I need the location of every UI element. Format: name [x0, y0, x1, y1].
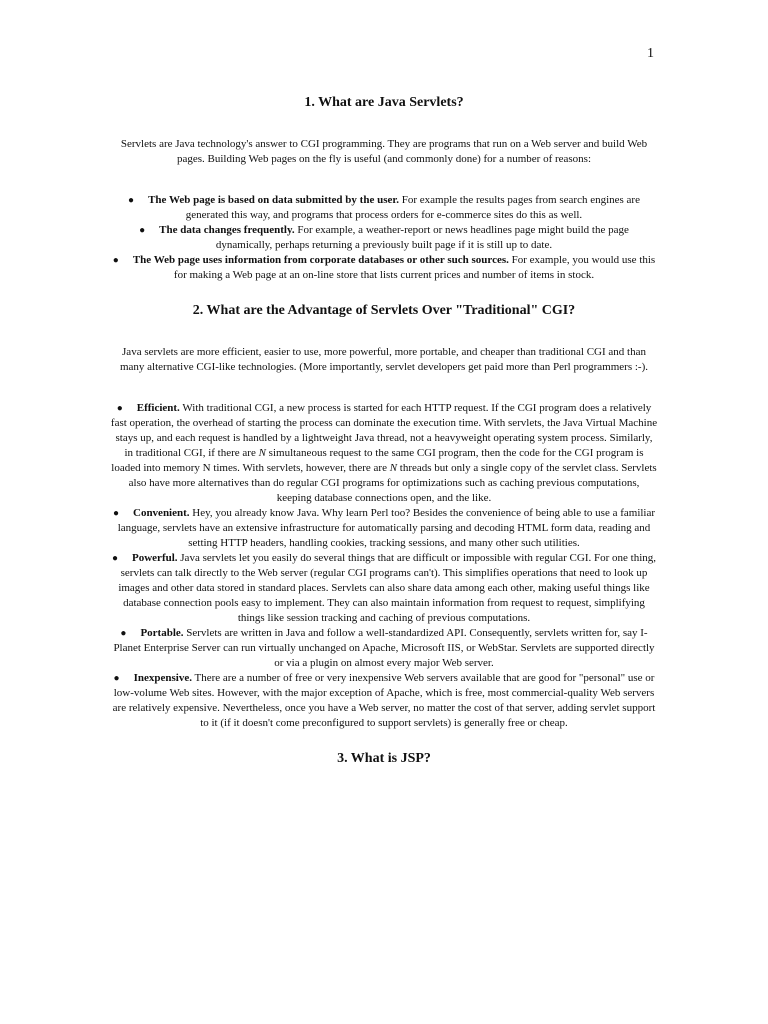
bullet-lead: Efficient. — [136, 402, 180, 414]
section-1-bullet-list — [110, 193, 658, 283]
section-2-bullet-list — [110, 401, 658, 731]
bullet-icon: ● — [128, 195, 135, 206]
bullet-lead: Inexpensive. — [133, 672, 192, 684]
bullet-lead: The Web page is based on data submitted by the user. — [148, 194, 399, 206]
bullet-icon: ● — [112, 508, 119, 519]
list-item — [110, 551, 658, 626]
list-item — [110, 193, 658, 223]
bullet-icon: ● — [111, 553, 119, 564]
section-1-intro: Servlets are Java technology's answer to CGI programming. They are programs that run on a Web server and build Web pages. Building Web pages on the fly is useful (and commonly done) for a number of reasons: — [120, 138, 648, 165]
bullet-text: With traditional CGI, a new process is started for each HTTP request. If the CGI program does a relatively fast operation, the overhead of starting the process can dominate the execution time. With servlets, the Java Virtual Machine stays up, and each request is handled by a lightweight Java thread, not a heavyweight operating system process. Similarly, in traditional CGI, if there are — [110, 402, 658, 459]
bullet-text: simultaneous request to the same CGI program, then the code for the CGI program is loaded into memory N times. With servlets, however, there are — [111, 447, 644, 474]
bullet-text: For example, a weather-report or news headlines page might build the page dynamically, perhaps returning a previously built page if it is still up to date. — [215, 224, 629, 251]
document-body — [110, 90, 658, 793]
bullet-text: For example the results pages from search engines are generated this way, and programs that process orders for e-commerce sites do this as well. — [185, 194, 640, 221]
bullet-text: threads but only a single copy of the servlet class. Servlets also have more alternatives than do regular CGI programs for optimizations such as caching previous computations, keeping database connections open, and the like. — [128, 462, 657, 504]
bullet-text: There are a number of free or very inexpensive Web servers available that are good for "personal" use or low-volume Web sites. However, with the major exception of Apache, which is free, most commercial-quality Web servers are relatively expensive. Nevertheless, once you have a Web server, no matter the cost of that server, adding servlet support to it (if it doesn't come preconfigured to support servlets) is generally free or cheap. — [112, 672, 656, 729]
section-2-heading: 2. What are the Advantage of Servlets Over "Traditional" CGI? — [192, 303, 576, 318]
list-item — [110, 626, 658, 671]
italic-n: N — [258, 447, 266, 459]
bullet-icon: ● — [112, 255, 119, 266]
bullet-icon: ● — [113, 673, 120, 684]
bullet-icon: ● — [139, 225, 146, 236]
bullet-text: Hey, you already know Java. Why learn Perl too? Besides the convenience of being able to use a familiar language, servlets have an extensive infrastructure for automatically parsing and decoding HTML form data, reading and setting HTTP headers, handling cookies, tracking sessions, and many other such utilities. — [117, 507, 656, 549]
bullet-icon: ● — [120, 628, 127, 639]
section-2-intro: Java servlets are more efficient, easier to use, more powerful, more portable, and cheaper than traditional CGI and than many alternative CGI-like technologies. (More importantly, servlet developers get paid more than Perl programmers :-). — [119, 346, 649, 373]
italic-n: N — [389, 462, 398, 474]
bullet-text: Java servlets let you easily do several things that are difficult or impossible with regular CGI. For one thing, servlets can talk directly to the Web server (regular CGI programs can't). This simplifies operations that need to look up images and other data stored in standard places. Servlets can also share data among each other, making useful things like database connection pools easy to implement. They can also maintain information from request to request, simplifying things like session tracking and caching of previous computations. — [118, 552, 657, 624]
list-item — [110, 506, 658, 551]
bullet-lead: Powerful. — [132, 552, 178, 564]
bullet-lead: The Web page uses information from corporate databases or other such sources. — [132, 254, 509, 266]
section-3-heading: 3. What is JSP? — [337, 751, 431, 766]
bullet-lead: The data changes frequently. — [159, 224, 295, 236]
bullet-text: For example, you would use this for making a Web page at an on-line store that lists current prices and number of items in stock. — [173, 254, 656, 281]
page-number: 1 — [647, 46, 654, 61]
bullet-icon: ● — [116, 403, 123, 414]
list-item — [110, 401, 658, 506]
section-1-heading: 1. What are Java Servlets? — [304, 95, 464, 110]
bullet-lead: Portable. — [140, 627, 184, 639]
bullet-text: Servlets are written in Java and follow a well-standardized API. Consequently, servlets written for, say I-Planet Enterprise Server can run virtually unchanged on Apache, Microsoft IIS, or WebStar. Servlets are supported directly or via a plugin on almost every major Web server. — [113, 627, 655, 669]
list-item — [110, 253, 658, 283]
list-item — [110, 223, 658, 253]
bullet-lead: Convenient. — [133, 507, 190, 519]
list-item — [110, 671, 658, 731]
